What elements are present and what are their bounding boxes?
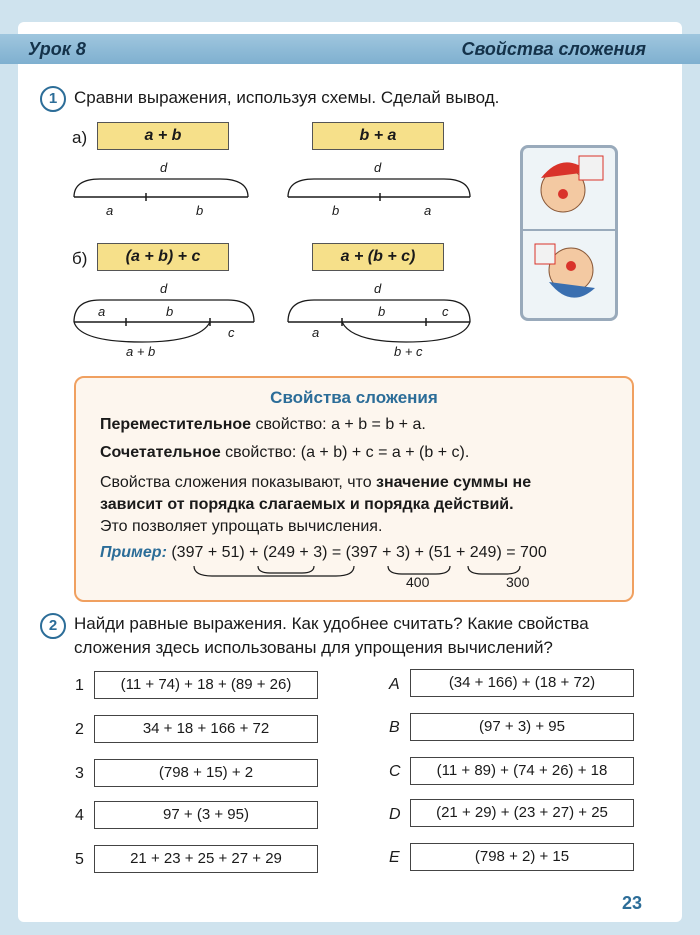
clown-image	[523, 148, 615, 318]
right-expr-e: (798 + 2) + 15	[410, 843, 634, 871]
right-letter-a: A	[389, 676, 400, 693]
rule-text1-bold: значение суммы не	[376, 474, 532, 491]
left-expr-3: (798 + 15) + 2	[94, 759, 318, 787]
schema-b-left-seg2: b	[166, 304, 174, 319]
left-num-2: 2	[75, 721, 84, 738]
schema-b-right-top: d	[374, 281, 382, 296]
schema-b-left-bottom: a + b	[126, 344, 156, 359]
expr-left-assoc: (a + b) + c	[97, 243, 229, 271]
schemas-part-a	[60, 155, 490, 220]
schema-a-right-seg2: a	[424, 203, 432, 218]
rule-text2-bold: зависит от порядка слагаемых и порядка действий.	[100, 496, 514, 513]
commutative-formula: свойство: a + b = b + a.	[251, 416, 426, 433]
rule-text-line1	[100, 474, 531, 492]
properties-rule-box	[74, 376, 634, 602]
lesson-header	[0, 34, 700, 64]
example-inner-brace	[258, 566, 314, 573]
task2-number: 2	[40, 613, 66, 639]
schema-b-left-under-brace	[74, 322, 210, 342]
right-expr-a: (34 + 166) + (18 + 72)	[410, 669, 634, 697]
example-expression: (397 + 51) + (249 + 3) = (397 + 3) + (51 + 249) = 700	[171, 544, 547, 561]
right-letter-e: E	[389, 849, 400, 866]
lesson-number: Урок 8	[28, 39, 86, 59]
associative-formula: свойство: (a + b) + c = a + (b + c).	[220, 444, 470, 461]
schema-b-left-top: d	[160, 281, 168, 296]
left-expr-5: 21 + 23 + 25 + 27 + 29	[94, 845, 318, 873]
schema-b-right-under-brace	[342, 322, 470, 342]
right-expr-d: (21 + 29) + (23 + 27) + 25	[410, 799, 634, 827]
left-num-3: 3	[75, 765, 84, 782]
rule-title: Свойства сложения	[270, 388, 438, 407]
right-letter-b: B	[389, 719, 400, 736]
commutative-name: Переместительное	[100, 416, 252, 433]
example-label: Пример:	[100, 544, 167, 561]
example-brace-300	[468, 566, 520, 574]
example-brace-400	[388, 566, 450, 574]
part-a-label: а)	[72, 128, 88, 147]
left-expr-4: 97 + (3 + 95)	[94, 801, 318, 829]
expr-b-plus-a: b + a	[312, 122, 444, 150]
left-expr-1: (11 + 74) + 18 + (89 + 26)	[94, 671, 318, 699]
schema-b-right-seg3: c	[442, 304, 449, 319]
example-outer-brace	[194, 566, 354, 576]
schema-b-right-seg2: b	[378, 304, 386, 319]
task1-number: 1	[40, 86, 66, 112]
expr-right-assoc: a + (b + c)	[312, 243, 444, 271]
schema-b-left-seg1: a	[98, 304, 106, 319]
task2-text-line2: сложения здесь использованы для упрощения вычислений?	[74, 638, 553, 657]
clown-illustration	[520, 145, 618, 321]
schemas-part-b	[60, 276, 490, 366]
left-num-1: 1	[75, 677, 84, 694]
schema-a-right-seg1: b	[332, 203, 340, 218]
left-num-5: 5	[75, 851, 84, 868]
task2-text-line1: Найди равные выражения. Как удобнее считать? Какие свойства	[74, 614, 589, 633]
schema-a-right-brace	[288, 179, 470, 197]
schema-a-right-top: d	[374, 160, 382, 175]
example-braces	[176, 564, 536, 594]
task1-text: Сравни выражения, используя схемы. Сделай вывод.	[74, 88, 500, 107]
schema-b-left-seg3: c	[228, 325, 235, 340]
associative-property	[100, 444, 469, 462]
schema-a-left-seg1: a	[106, 203, 114, 218]
schema-b-right-seg1: a	[312, 325, 320, 340]
commutative-property	[100, 416, 426, 434]
associative-name: Сочетательное	[100, 444, 221, 461]
part-b-label: б)	[72, 249, 88, 268]
schema-a-left-brace	[74, 179, 248, 197]
lesson-topic: Свойства сложения	[461, 39, 646, 59]
right-letter-d: D	[389, 806, 401, 823]
rule-text-line3: Это позволяет упрощать вычисления.	[100, 518, 383, 535]
rule-text-line2	[100, 496, 514, 514]
schema-b-right-bottom: b + c	[394, 344, 423, 359]
right-letter-c: C	[389, 763, 401, 780]
right-expr-c: (11 + 89) + (74 + 26) + 18	[410, 757, 634, 785]
example-sub-400: 400	[406, 574, 430, 590]
left-num-4: 4	[75, 807, 84, 824]
example-line	[100, 544, 547, 562]
schema-a-left-seg2: b	[196, 203, 204, 218]
left-expr-2: 34 + 18 + 166 + 72	[94, 715, 318, 743]
page-number: 23	[622, 893, 643, 913]
example-sub-300: 300	[506, 574, 530, 590]
schema-a-left-top: d	[160, 160, 168, 175]
rule-text1-plain: Свойства сложения показывают, что	[100, 474, 377, 491]
right-expr-b: (97 + 3) + 95	[410, 713, 634, 741]
expr-a-plus-b: a + b	[97, 122, 229, 150]
